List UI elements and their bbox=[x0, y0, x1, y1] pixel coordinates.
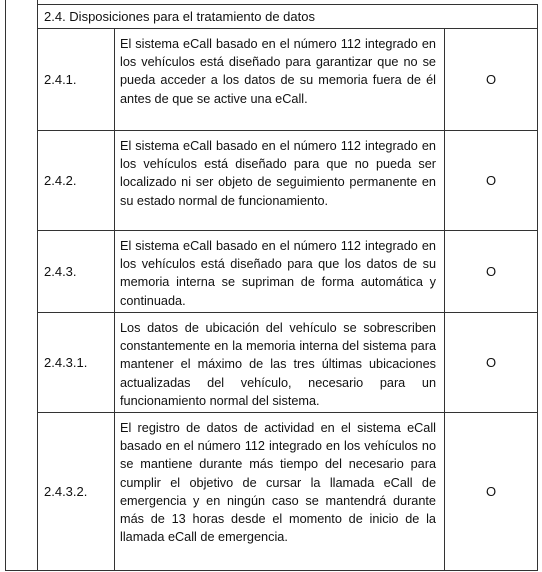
row-text-cell: El sistema eCall basado en el número 112 integrado en los vehículos está diseñado para que los datos de su memoria interna se supriman de forma automática y continuada. bbox=[115, 231, 445, 312]
row-text-cell: Los datos de ubicación del vehículo se sobrescriben constantemente en la memoria interna del sistema para mantener el máximo de las tres últimas ubicaciones actualizadas del vehículo, necesario para un funcionamiento normal del sistema. bbox=[115, 313, 445, 412]
row-mark-cell: O bbox=[485, 484, 497, 499]
section-title: 2.4. Disposiciones para el tratamiento de datos bbox=[44, 9, 315, 24]
row-mark-cell: O bbox=[485, 173, 497, 188]
table-row bbox=[38, 313, 538, 413]
row-mark-cell: O bbox=[485, 72, 497, 87]
row-number-cell: 2.4.3.1. bbox=[38, 313, 115, 412]
table-row bbox=[38, 413, 538, 571]
row-text-cell: El sistema eCall basado en el número 112 integrado en los vehículos está diseñado para garantizar que no se pueda acceder a los datos de su memoria fuera de él antes de que se active una eCall. bbox=[115, 29, 445, 130]
table-row bbox=[38, 231, 538, 313]
section-header bbox=[38, 4, 538, 29]
row-mark-cell: O bbox=[485, 264, 497, 279]
row-number-cell: 2.4.1. bbox=[38, 29, 115, 130]
row-number-cell: 2.4.2. bbox=[38, 131, 115, 230]
left-spine-column bbox=[5, 0, 38, 571]
row-mark-cell: O bbox=[485, 355, 497, 370]
row-text-cell: El registro de datos de actividad en el sistema eCall basado en el número 112 integrado en los vehículos no se mantiene durante más tiempo del necesario para cumplir el objetivo de cursar la llamada eCall de emergencia y en ningún caso se mantendrá durante más de 13 horas desde el momento de inicio de la llamada eCall de emergencia. bbox=[115, 413, 445, 570]
row-text-cell: El sistema eCall basado en el número 112 integrado en los vehículos está diseñado para que no pueda ser localizado ni ser objeto de seguimiento permanente en su estado normal de funcionamiento. bbox=[115, 131, 445, 230]
row-number-cell: 2.4.3. bbox=[38, 231, 115, 312]
table-row bbox=[38, 131, 538, 231]
table-row bbox=[38, 29, 538, 131]
row-number-cell: 2.4.3.2. bbox=[38, 413, 115, 570]
